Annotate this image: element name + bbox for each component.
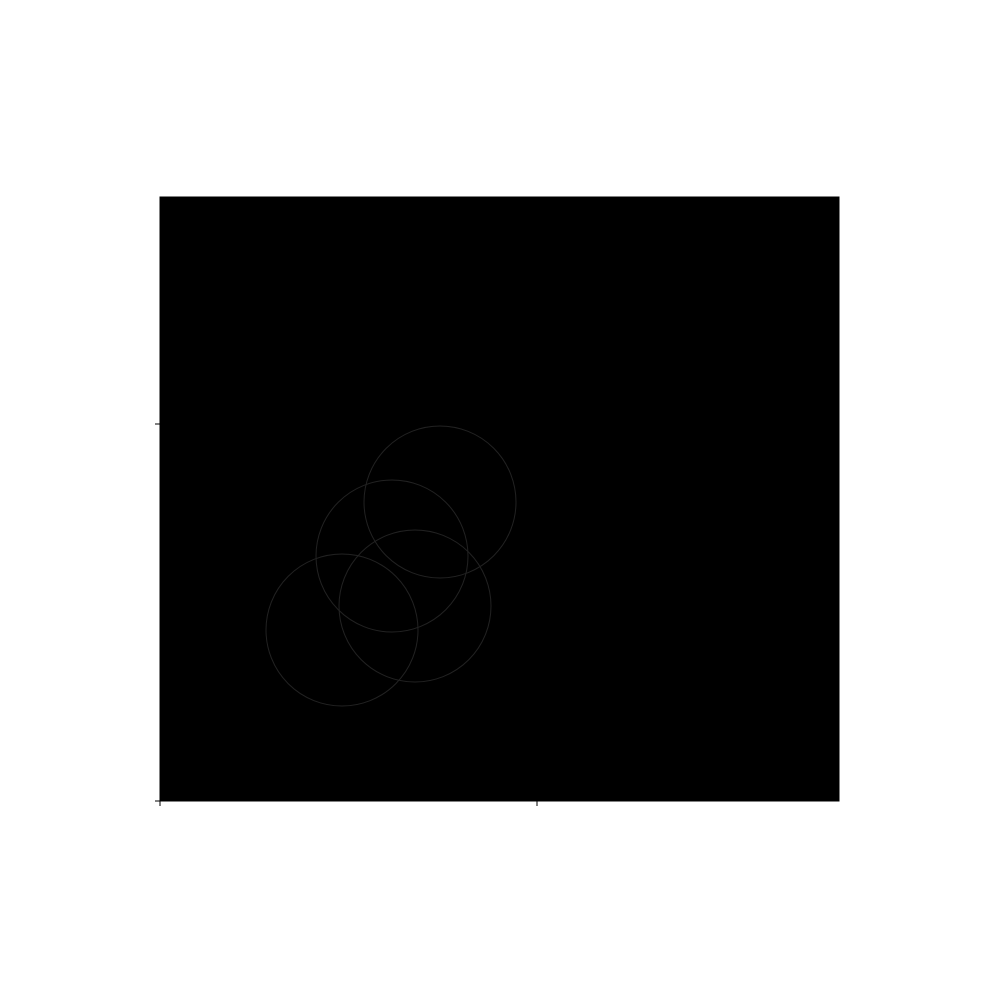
wind-shading (160, 197, 839, 801)
shade-patch-center (500, 520, 610, 640)
shade-patch-east (760, 320, 839, 520)
shade-patch-north (440, 250, 640, 370)
